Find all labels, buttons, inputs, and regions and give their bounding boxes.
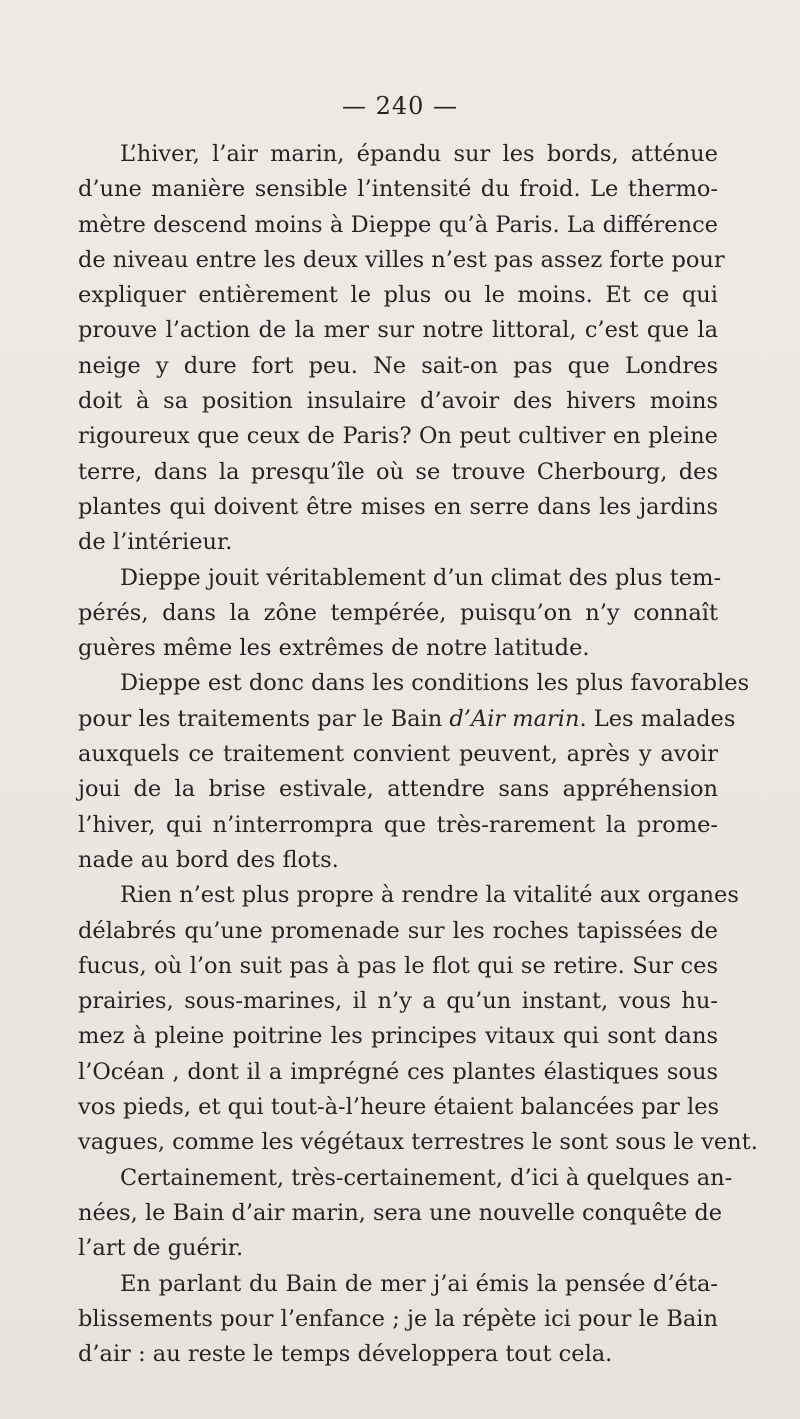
- italic-term: d’Air marin: [449, 705, 580, 732]
- text-line: nées, le Bain d’air marin, sera une nouvelle conquête de: [78, 1199, 723, 1226]
- text-line: de niveau entre les deux villes n’est pas assez forte pour: [78, 246, 725, 273]
- text-segment: . Les malades: [579, 705, 736, 732]
- text-line: Certainement, très-certainement, d’ici à quelques an-: [120, 1164, 733, 1191]
- text-line: blissements pour l’enfance ; je la répète ici pour le Bain: [78, 1305, 718, 1332]
- paragraph-2: [78, 561, 722, 667]
- text-line: vagues, comme les végétaux terrestres le sont sous le vent.: [78, 1129, 758, 1156]
- page-number: — 240 —: [341, 92, 459, 120]
- text-line: l’hiver, qui n’interrompra que très-rarement la prome-: [78, 811, 718, 838]
- text-line: nade au bord des flots.: [78, 846, 339, 873]
- text-line-with-italic: [78, 702, 736, 737]
- text-segment: pour les traitements par le Bain: [78, 705, 450, 732]
- text-line: mez à pleine poitrine les principes vitaux qui sont dans: [78, 1023, 718, 1050]
- text-line: auxquels ce traitement convient peuvent, après y avoir: [78, 741, 718, 768]
- text-line: expliquer entièrement le plus ou le moins. Et ce qui: [78, 282, 718, 309]
- text-line: prairies, sous-marines, il n’y a qu’un instant, vous hu-: [78, 988, 718, 1015]
- body-text: [78, 137, 758, 1372]
- text-line: L’hiver, l’air marin, épandu sur les bords, atténue: [120, 141, 718, 167]
- text-line: neige y dure fort peu. Ne sait-on pas que Londres: [78, 352, 718, 379]
- text-line: pérés, dans la zône tempérée, puisqu’on n’y connaît: [78, 599, 718, 626]
- text-line: guères même les extrêmes de notre latitude.: [78, 635, 590, 662]
- text-line: délabrés qu’une promenade sur les roches tapissées de: [78, 917, 718, 944]
- text-line: l’art de guérir.: [78, 1235, 244, 1262]
- text-line: de l’intérieur.: [78, 529, 233, 556]
- text-line: terre, dans la presqu’île où se trouve Cherbourg, des: [78, 458, 718, 485]
- text-line: doit à sa position insulaire d’avoir des hivers moins: [78, 388, 718, 415]
- text-line: Dieppe jouit véritablement d’un climat des plus tem-: [120, 564, 722, 591]
- text-line: joui de la brise estivale, attendre sans appréhension: [78, 776, 718, 803]
- text-line: fucus, où l’on suit pas à pas le flot qui se retire. Sur ces: [78, 952, 718, 979]
- text-line: Dieppe est donc dans les conditions les plus favorables: [120, 670, 750, 697]
- paragraph-1: [78, 137, 725, 561]
- paragraph-6: [78, 1267, 718, 1373]
- text-line: En parlant du Bain de mer j’ai émis la pensée d’éta-: [120, 1270, 718, 1297]
- text-line: Rien n’est plus propre à rendre la vitalité aux organes: [120, 882, 739, 909]
- text-line: mètre descend moins à Dieppe qu’à Paris. La différence: [78, 211, 718, 238]
- text-line: prouve l’action de la mer sur notre littoral, c’est que la: [78, 317, 718, 344]
- text-line: rigoureux que ceux de Paris? On peut cultiver en pleine: [78, 423, 718, 450]
- text-line: l’Océan , dont il a imprégné ces plantes élastiques sous: [78, 1058, 718, 1085]
- text-line: d’air : au reste le temps développera tout cela.: [78, 1341, 613, 1368]
- paragraph-5: [78, 1161, 733, 1267]
- text-line: plantes qui doivent être mises en serre dans les jardins: [78, 493, 718, 520]
- paragraph-3: [78, 666, 750, 878]
- text-line: vos pieds, et qui tout-à-l’heure étaient balancées par les: [78, 1094, 720, 1121]
- text-line: d’une manière sensible l’intensité du froid. Le thermo-: [78, 176, 718, 203]
- paragraph-4: [78, 878, 758, 1160]
